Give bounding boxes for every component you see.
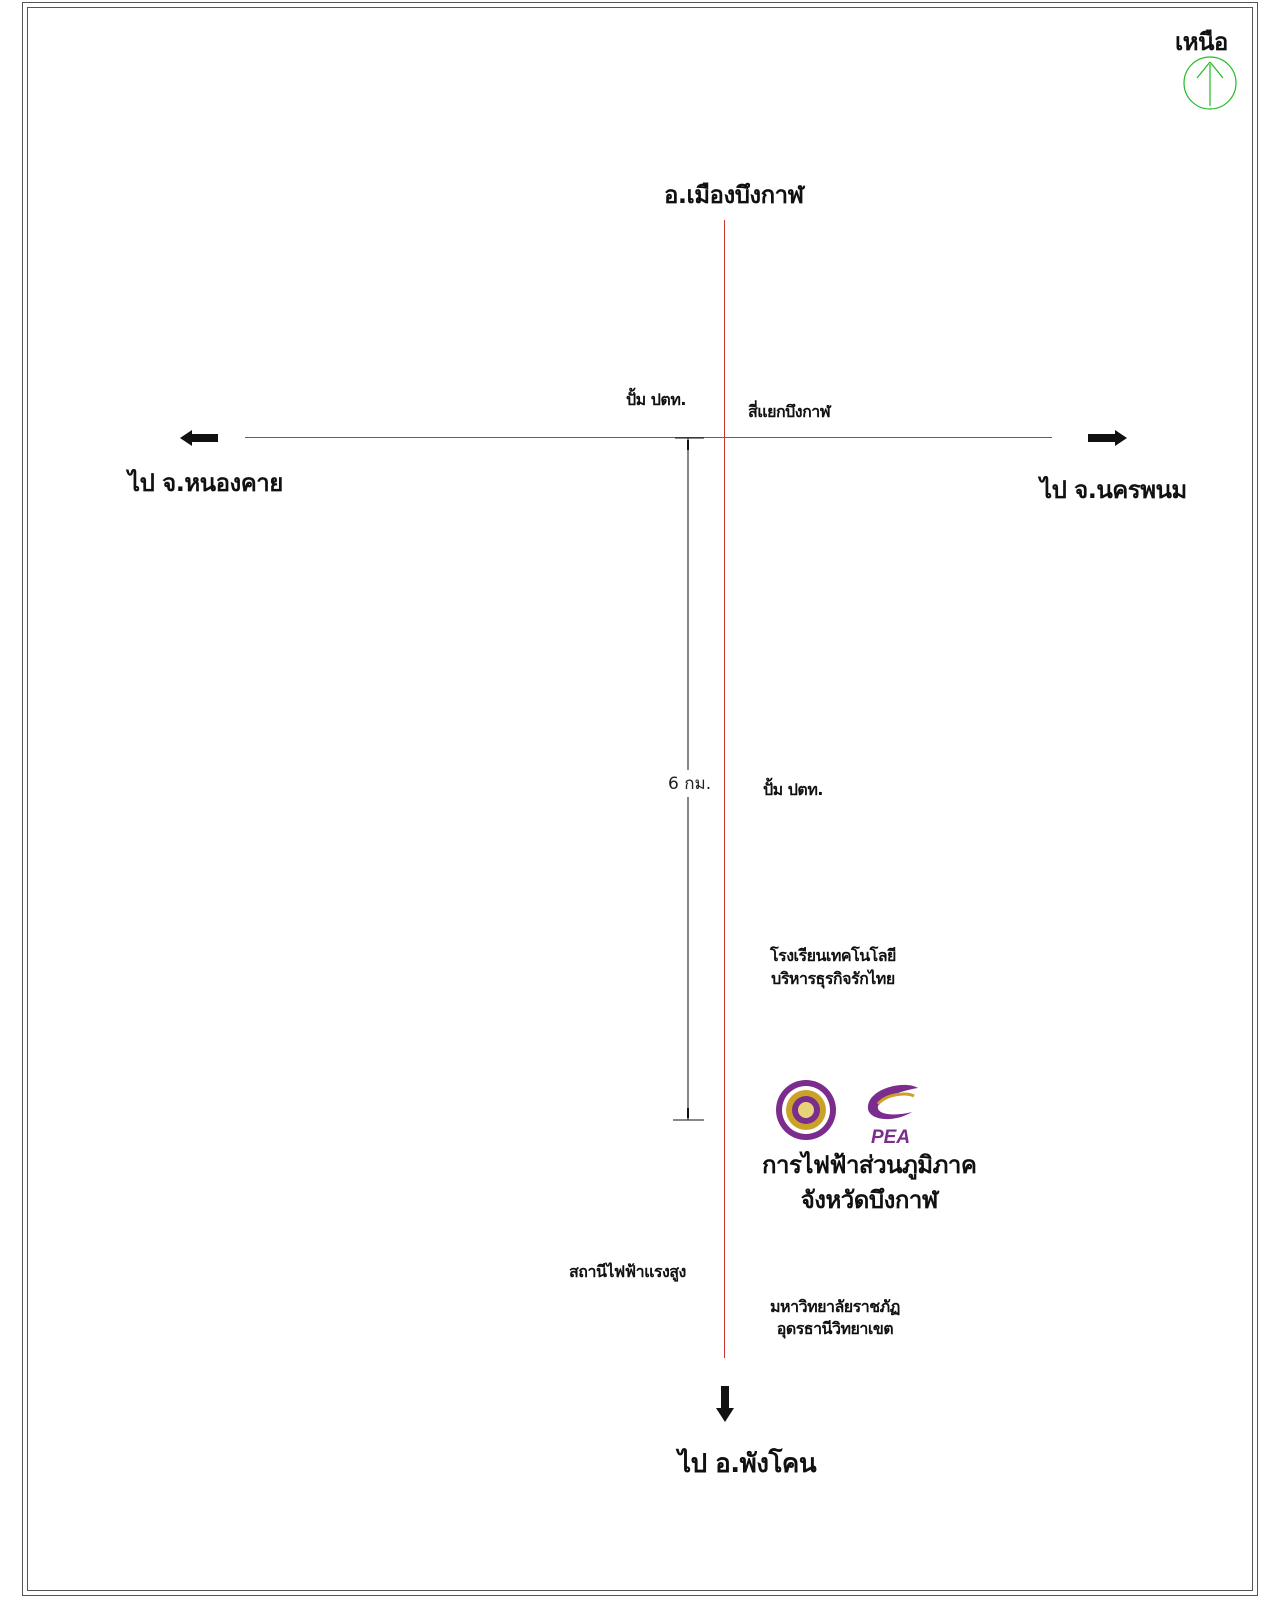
pea-office-label-line1: การไฟฟ้าส่วนภูมิภาค (762, 1151, 977, 1179)
ptt-station-south-label: ปั้ม ปตท. (763, 780, 823, 799)
north-arrow-icon (1184, 57, 1236, 109)
south-arrow-icon (716, 1386, 734, 1422)
school-label-line1: โรงเรียนเทคโนโลยี (770, 946, 896, 965)
university-label-line1: มหาวิทยาลัยราชภัฏ (770, 1297, 900, 1316)
pea-office-label-line2: จังหวัดบึงกาฬ (800, 1185, 938, 1214)
substation-label: สถานีไฟฟ้าแรงสูง (569, 1262, 686, 1281)
university-label-line2: อุดรธานีวิทยาเขต (776, 1318, 894, 1338)
distance-label: 6 กม. (668, 770, 711, 797)
south-destination-label: ไป อ.พังโคน (678, 1449, 817, 1479)
west-arrow-icon (180, 430, 218, 446)
junction-label: สี่แยกบึงกาฬ (748, 402, 831, 421)
university-label (770, 1296, 900, 1339)
pea-office-label (762, 1148, 976, 1218)
pea-logo-text: PEA (871, 1127, 911, 1148)
school-label (770, 944, 896, 990)
school-label-line2: บริหารธุรกิจรักไทย (771, 969, 895, 989)
east-destination-label: ไป จ.นครพนม (1040, 476, 1187, 504)
ptt-station-north-label: ปั้ม ปตท. (626, 390, 686, 409)
north-destination-label: อ.เมืองบึงกาฬ (664, 181, 804, 209)
north-label: เหนือ (1175, 28, 1228, 56)
seal-logo (776, 1080, 836, 1140)
west-destination-label: ไป จ.หนองคาย (128, 469, 283, 497)
east-arrow-icon (1088, 430, 1127, 446)
pea-logo (868, 1085, 918, 1148)
